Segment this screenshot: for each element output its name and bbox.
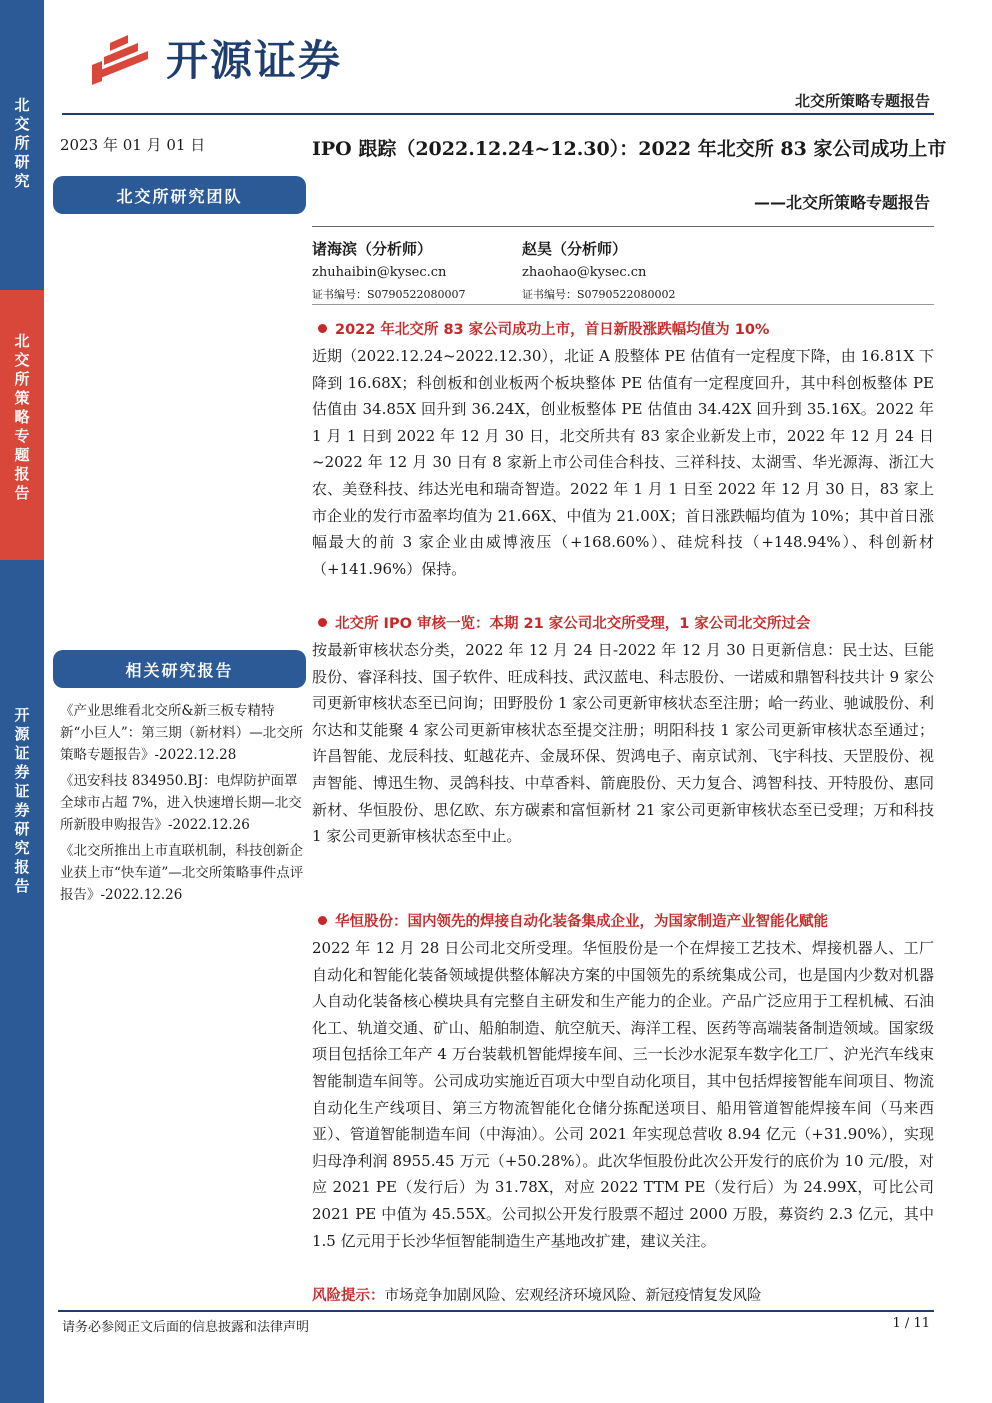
side-label-report-type: 北交所策略专题报告 [0, 290, 44, 560]
section-body: 近期（2022.12.24~2022.12.30），北证 A 股整体 PE 估值有一定程度下降，由 16.81X 下降到 16.68X；科创板和创业板两个板块整体 PE 估值有一定程度回升，其中科创板整体 PE 估值由 34.85X 回升到 36.24X，创业板整体 PE 估值由 34.42X 回升到 35.16X。2022 年 1 月 1 日到 2022 年 12 月 30 日，北交所共有 83 家企业新发上市，2022 年 12 月 24 日~2022 年 12 月 30 日有 8 家新上市公司佳合科技、三祥科技、太湖雪、华光源海、浙江大农、美登科技、纬达光电和瑞奇智造。2022 年 1 月 1 日至 2022 年 12 月 30 日，83 家上市企业的发行市盈率均值为 21.66X、中值为 21.00X；首日涨跌幅均值为 10%；其中首日涨幅最大的前 3 家企业由威博液压（+168.60%）、硅烷科技（+148.94%）、科创新材（+141.96%）保持。 [312, 347, 934, 578]
analyst-card [522, 238, 732, 302]
analyst-cert: 证书编号：S0790522080002 [522, 288, 676, 301]
section-body: 按最新审核状态分类，2022 年 12 月 24 日-2022 年 12 月 30 日更新信息：民士达、巨能股份、睿泽科技、国子软件、旺成科技、武汉蓝电、科志股份、一诺威和鼎智科技共计 9 家公司更新审核状态至已问询；田野股份 1 家公司更新审核状态至注册；峆一药业、驰诚股份、利尔达和艾能聚 4 家公司更新审核状态至提交注册；明阳科技 1 家公司更新审核状态至通过；许昌智能、龙辰科技、虹越花卉、金晟环保、贺鸿电子、南京试剂、飞宇科技、天罡股份、视声智能、博迅生物、灵鸽科技、中草香料、箭鹿股份、天力复合、鸿智科技、开特股份、惠同新材、华恒股份、思亿欧、东方碳素和富恒新材 21 家公司更新审核状态至已受理；万和科技 1 家公司更新审核状态至中止。 [312, 641, 934, 846]
header-divider [62, 113, 934, 115]
analyst-cert: 证书编号：S0790522080007 [312, 288, 466, 301]
risk-text: 市场竞争加剧风险、宏观经济环境风险、新冠疫情复发风险 [384, 1288, 762, 1304]
risk-label: 风险提示： [312, 1288, 385, 1304]
footer-disclaimer: 请务必参阅正文后面的信息披露和法律声明 [62, 1320, 310, 1335]
logo-mark-icon [88, 29, 158, 87]
bullet-icon [318, 618, 327, 627]
analyst-name: 诸海滨（分析师） [312, 240, 433, 258]
analyst-divider [312, 304, 934, 305]
page-number: 1 / 11 [892, 1316, 930, 1331]
bullet-icon [318, 324, 327, 333]
risk-warning [312, 1284, 762, 1305]
title-divider [312, 226, 934, 227]
bullet-icon [318, 916, 327, 925]
analyst-card [312, 238, 522, 302]
company-logo [88, 28, 342, 88]
section-heading: 北交所 IPO 审核一览：本期 21 家公司北交所受理，1 家公司北交所过会 [312, 612, 934, 633]
footer-divider [58, 1310, 934, 1312]
side-label-brand: 开源证券证券研究报告 [14, 706, 30, 895]
page-title: IPO 跟踪（2022.12.24~12.30）：2022 年北交所 83 家公司成功上市 [312, 138, 947, 160]
side-label-research: 北交所研究 [14, 96, 30, 190]
section-body: 2022 年 12 月 28 日公司北交所受理。华恒股份是一个在焊接工艺技术、焊接机器人、工厂自动化和智能化装备领域提供整体解决方案的中国领先的系统集成公司，也是国内少数对机器人自动化装备核心模块具有完整自主研发和生产能力的企业。产品广泛应用于工程机械、石油化工、轨道交通、矿山、船舶制造、航空航天、海洋工程、医药等高端装备制造领域。国家级项目包括徐工年产 4 万台装载机智能焊接车间、三一长沙水泥泵车数字化工厂、沪光汽车线束智能制造车间等。公司成功实施近百项大中型自动化项目，其中包括焊接智能车间项目、物流自动化生产线项目、第三方物流智能化仓储分拣配送项目、船用管道智能焊接车间（马来西亚）、管道智能制造车间（中海油）。公司 2021 年实现总营收 8.94 亿元（+31.90%），实现归母净利润 8955.45 万元（+50.28%）。此次华恒股份此次公开发行的底价为 10 元/股，对应 2021 PE（发行后）为 31.78X，对应 2022 TTM PE（发行后）为 24.99X，可比公司 2021 PE 中值为 45.55X。公司拟公开发行股票不超过 2000 万股，募资约 2.3 亿元，其中 1.5 亿元用于长沙华恒智能制造生产基地改扩建，建议关注。 [312, 939, 934, 1250]
section-ipo-review [312, 612, 934, 850]
header-report-type: 北交所策略专题报告 [794, 92, 930, 110]
section-company-huaheng [312, 910, 934, 1254]
team-banner: 北交所研究团队 [53, 176, 306, 214]
analyst-email[interactable]: zhaohao@kysec.cn [522, 265, 647, 280]
section-listing-summary [312, 318, 934, 582]
related-report-item[interactable]: 《北交所推出上市直联机制，科技创新企业获上市“快车道”—北交所策略事件点评报告》-2022.12.26 [60, 843, 304, 903]
related-reports-list [60, 700, 305, 910]
related-report-item[interactable]: 《迅安科技 834950.BJ：电焊防护面罩全球市占超 7%，进入快速增长期—北交所新股申购报告》-2022.12.26 [60, 773, 302, 833]
page-subtitle: ——北交所策略专题报告 [753, 193, 930, 212]
analyst-name: 赵昊（分析师） [522, 240, 628, 258]
related-reports-banner: 相关研究报告 [53, 650, 306, 688]
related-report-item[interactable]: 《产业思维看北交所&新三板专精特新“小巨人”：第三期（新材料）—北交所策略专题报告》-2022.12.28 [60, 703, 304, 763]
logo-text: 开源证券 [166, 36, 343, 85]
section-heading: 2022 年北交所 83 家公司成功上市，首日新股涨跌幅均值为 10% [312, 318, 934, 339]
analyst-email[interactable]: zhuhaibin@kysec.cn [312, 265, 447, 280]
report-date: 2023 年 01 月 01 日 [60, 136, 206, 154]
side-strip [0, 0, 44, 1403]
section-heading: 华恒股份：国内领先的焊接自动化装备集成企业，为国家制造产业智能化赋能 [312, 910, 934, 931]
